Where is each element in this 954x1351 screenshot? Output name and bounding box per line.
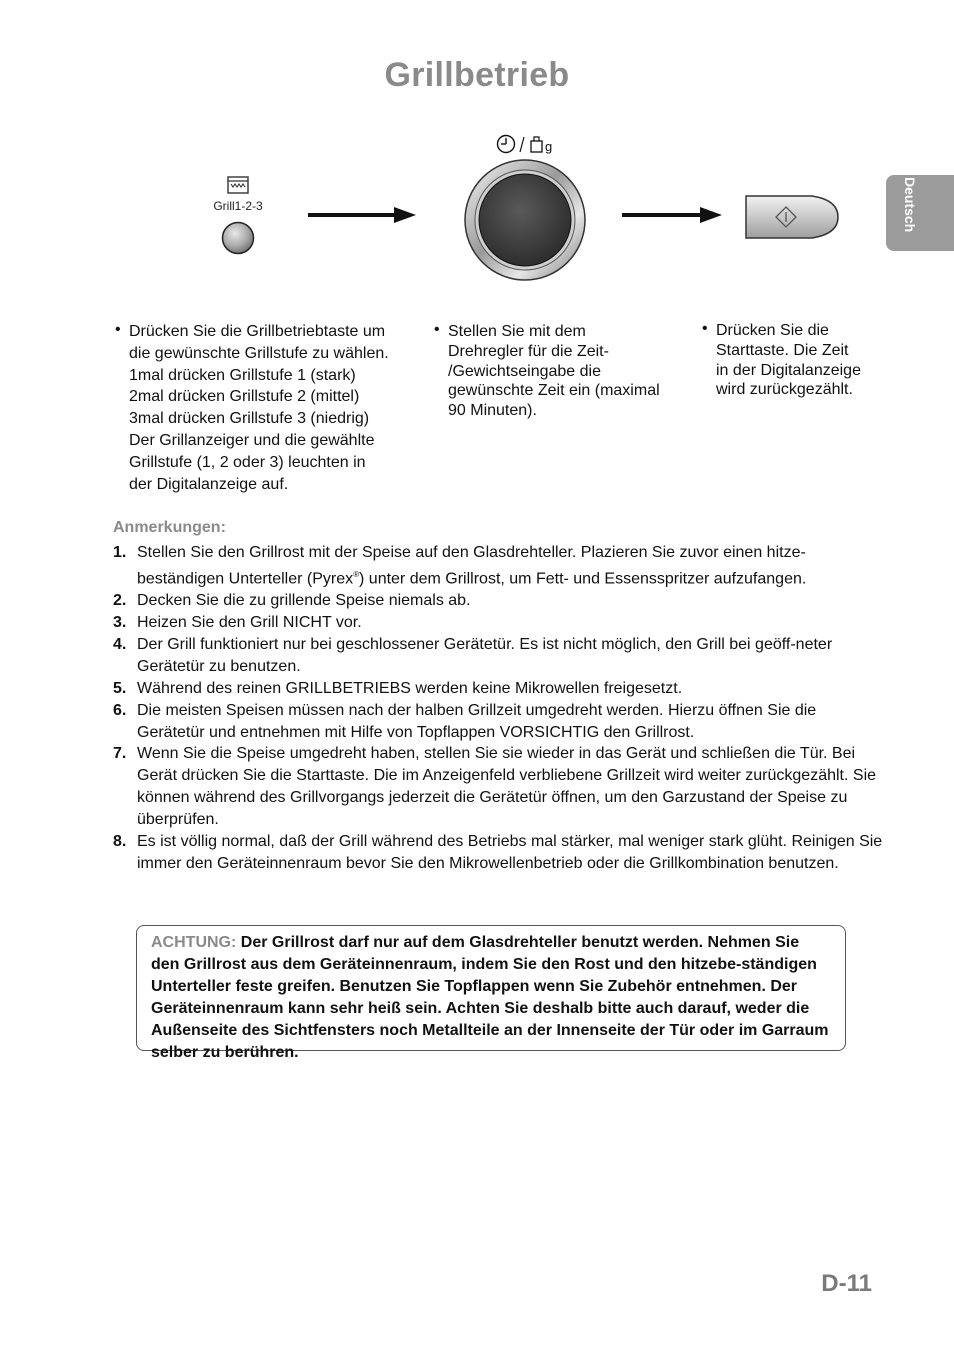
step-3-line: in der Digitalanzeige xyxy=(716,361,861,379)
grill-button[interactable] xyxy=(221,221,255,255)
note-item: 2. Decken Sie die zu grillende Speise niemals ab. xyxy=(113,592,471,610)
step-2-line: Drehregler für die Zeit- xyxy=(448,342,609,360)
step-3: • Drücken Sie die Starttaste. Die Zeit in der Digitalanzeige wird zurückgezählt. xyxy=(716,321,896,400)
start-button[interactable] xyxy=(742,192,840,242)
note-item: 5. Während des reinen GRILLBETRIEBS werden keine Mikrowellen freigesetzt. xyxy=(113,679,683,697)
language-tab-label: Deutsch xyxy=(902,177,918,233)
step-2-line: Stellen Sie mit dem xyxy=(448,323,586,340)
note-item: 1. Stellen Sie den Grillrost mit der Speise auf den Glasdrehteller. Plazieren Sie zuvor einen hitze-beständigen Unterteller (Pyrex®) unter dem Grillrost, um Fett- und Essensspritzer aufzufangen. xyxy=(113,544,807,588)
language-tab xyxy=(886,175,954,251)
step-1-line: der Digitalanzeige auf. xyxy=(129,475,289,493)
step-1-line: Drücken Sie die Grillbetriebtaste um xyxy=(129,323,386,340)
step-2-line: gewünschte Zeit ein (maximal xyxy=(448,382,660,400)
notes-list xyxy=(113,542,883,875)
grill-icon xyxy=(227,176,249,194)
step-1-line: Grillstufe (1, 2 oder 3) leuchten in xyxy=(129,453,366,471)
step-2-line: /Gewichtseingabe die xyxy=(448,362,601,380)
page-title: Grillbetrieb xyxy=(384,56,570,94)
step-3-line: wird zurückgezählt. xyxy=(716,381,853,399)
step-1-line: 2mal drücken Grillstufe 2 (mittel) xyxy=(129,388,360,406)
step-1-line: die gewünschte Grillstufe zu wählen. xyxy=(129,344,389,362)
step-1-line: 3mal drücken Grillstufe 3 (niedrig) xyxy=(129,410,370,428)
step-2: • Stellen Sie mit dem Drehregler für die Zeit- /Gewichtseingabe die gewünschte Zeit ein (maximal 90 Minuten). xyxy=(448,322,698,421)
timer-weight-icon xyxy=(496,133,558,155)
step-1-line: 1mal drücken Grillstufe 1 (stark) xyxy=(129,366,356,384)
warning-text: Der Grillrost darf nur auf dem Glasdrehteller benutzt werden. Nehmen Sie den Grillrost aus dem Geräteinnenraum, indem Sie den Rost und den hitzebe-ständigen Unterteller feste greifen. Benutzen Sie Topflappen wenn Sie Zubehör entnehmen. Der Geräteinnenraum kann sehr heiß sein. Achten Sie deshalb bitte auch darauf, weder die Außenseite des Sichtfensters noch Metallteile an der Innenseite der Tür oder im Garraum selber zu berühren. xyxy=(151,934,829,1061)
weight-unit-label: g xyxy=(545,139,553,154)
warning-box xyxy=(136,925,846,1061)
step-3-line: Starttaste. Die Zeit xyxy=(716,341,849,359)
arrow-right-icon xyxy=(622,203,732,227)
step-1-line: Der Grillanzeiger und die gewählte xyxy=(129,431,375,449)
step-2-line: 90 Minuten). xyxy=(448,402,537,420)
arrow-right-icon xyxy=(308,203,418,227)
note-item: 4. Der Grill funktioniert nur bei geschlossener Gerätetür. Es ist nicht möglich, den Grill bei geöff-neter Gerätetür zu benutzen. xyxy=(113,635,833,675)
notes-heading: Anmerkungen: xyxy=(113,519,226,536)
step-3-line: Drücken Sie die xyxy=(716,322,829,339)
step-1: • Drücken Sie die Grillbetriebtaste um die gewünschte Grillstufe zu wählen. 1mal drücken Grillstufe 1 (stark) 2mal drücken Grillstufe 2 (mittel) 3mal drücken Grillstufe 3 (niedrig) Der Grillanzeiger und die gewählte Grillstufe (1, 2 oder 3) leuchten in der Digitalanzeige auf. xyxy=(129,321,429,495)
note-item: 3. Heizen Sie den Grill NICHT vor. xyxy=(113,614,362,632)
time-weight-dial[interactable] xyxy=(463,158,587,282)
note-item: 8. Es ist völlig normal, daß der Grill während des Betriebs mal stärker, mal weniger stark glüht. Reinigen Sie immer den Geräteinnenraum bevor Sie den Mikrowellenbetrieb oder die Grillkombination benutzen. xyxy=(113,833,883,873)
warning-label: ACHTUNG: xyxy=(151,934,237,951)
note-item: 7. Wenn Sie die Speise umgedreht haben, stellen Sie sie wieder in das Gerät und schließen die Tür. Bei Gerät drücken Sie die Starttaste. Die im Anzeigenfeld verbliebene Grillzeit wird weiter zurückgezählt. Sie können während des Grillvorgangs jederzeit die Gerätetür öffnen, um den Garzustand der Speise zu überprüfen. xyxy=(113,745,877,829)
note-item: 6. Die meisten Speisen müssen nach der halben Grillzeit umgedreht werden. Hierzu öffnen Sie die Gerätetür und entnehmen mit Hilfe von Topflappen VORSICHTIG den Grillrost. xyxy=(113,701,817,741)
grill-button-label: Grill1-2-3 xyxy=(213,199,263,213)
page-number: D-11 xyxy=(821,1270,872,1297)
